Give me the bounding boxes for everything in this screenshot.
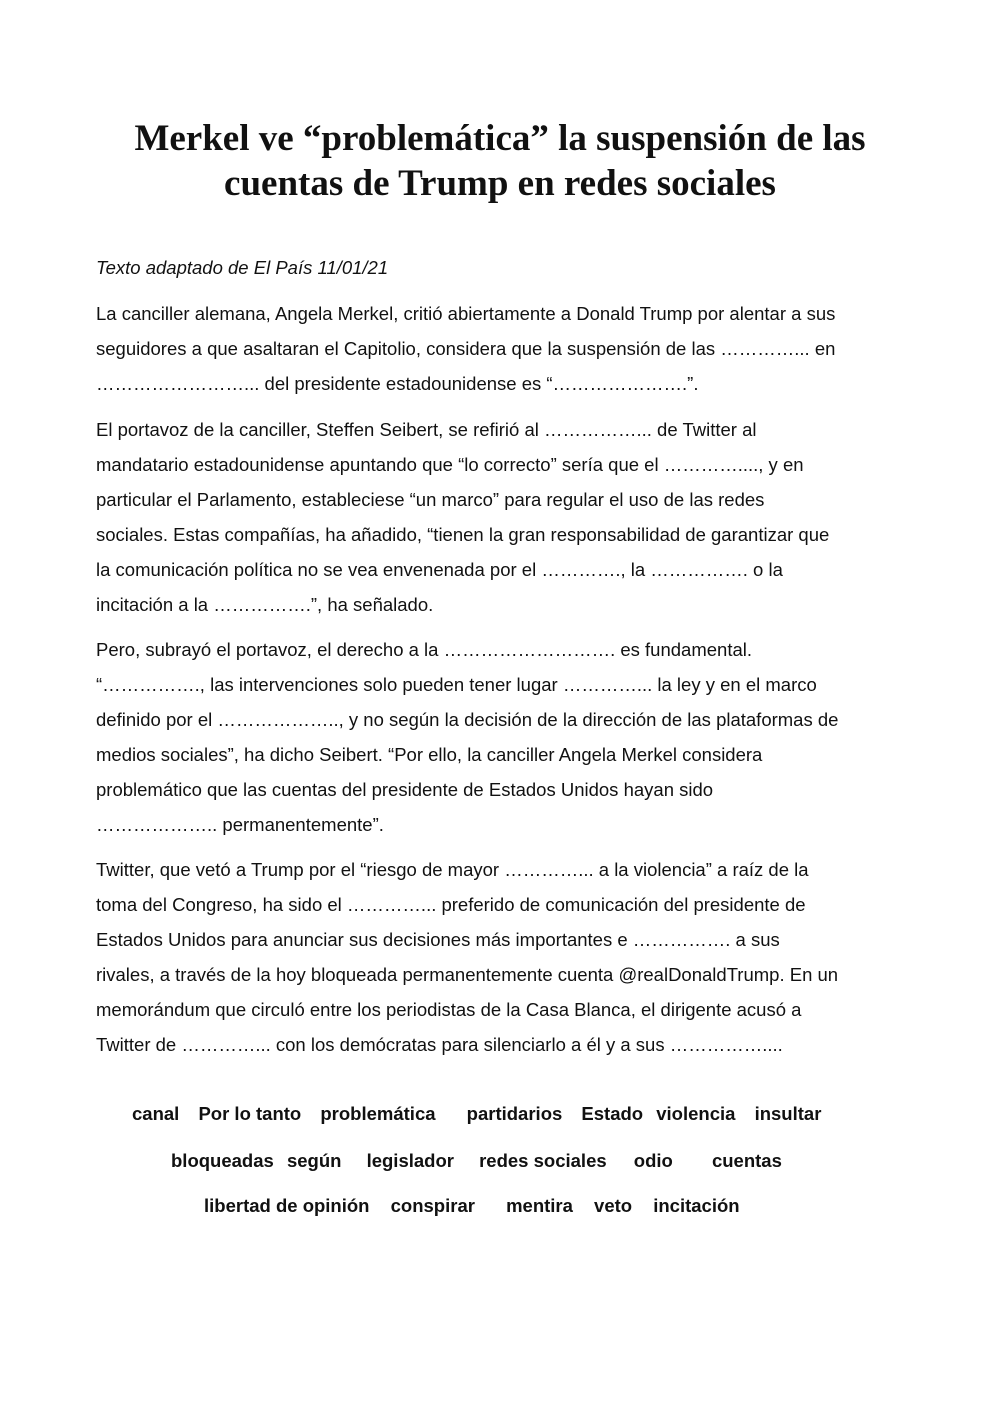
paragraph-line: incitación a la …………….”, ha señalado.: [96, 594, 434, 615]
title-line-1: Merkel ve “problemática” la suspensión de las: [134, 118, 866, 159]
word-bank-row-3: [204, 1195, 754, 1217]
word-bank-item: Por lo tanto: [198, 1103, 302, 1124]
paragraph-1: [96, 296, 835, 401]
word-bank-item: redes sociales: [479, 1150, 607, 1171]
word-bank-item: bloqueadas: [171, 1150, 274, 1171]
paragraph-line: toma del Congreso, ha sido el …………... preferido de comunicación del presidente de: [96, 894, 806, 915]
paragraph-line: Twitter de …………... con los demócratas para silenciarlo a él y a sus ……………....: [96, 1034, 783, 1055]
paragraph-line: rivales, a través de la hoy bloqueada permanentemente cuenta @realDonaldTrump. En un: [96, 964, 839, 985]
source-citation: Texto adaptado de El País 11/01/21: [96, 257, 389, 278]
word-bank-row-1: [132, 1103, 835, 1125]
paragraph-line: ……………….. permanentemente”.: [96, 814, 384, 835]
word-bank-item: violencia: [656, 1103, 736, 1124]
page-title: [60, 116, 940, 206]
paragraph-4: [96, 852, 838, 1062]
paragraph-2: [96, 412, 829, 622]
paragraph-line: seguidores a que asaltaran el Capitolio, considera que la suspensión de las …………... en: [96, 338, 836, 359]
paragraph-line: memorándum que circuló entre los periodistas de la Casa Blanca, el dirigente acusó a: [96, 999, 802, 1020]
word-bank-item: problemática: [320, 1103, 436, 1124]
paragraph-line: El portavoz de la canciller, Steffen Seibert, se refirió al ……………... de Twitter al: [96, 419, 757, 440]
word-bank-item: partidarios: [466, 1103, 563, 1124]
paragraph-line: La canciller alemana, Angela Merkel, critió abiertamente a Donald Trump por alentar a sus: [96, 303, 836, 324]
word-bank-item: odio: [633, 1150, 673, 1171]
paragraph-3: [96, 632, 838, 842]
paragraph-line: Twitter, que vetó a Trump por el “riesgo de mayor …………... a la violencia” a raíz de la: [96, 859, 809, 880]
word-bank-item: veto: [594, 1195, 633, 1216]
paragraph-line: ……………………... del presidente estadounidense es “………………….”.: [96, 373, 699, 394]
paragraph-line: problemático que las cuentas del presidente de Estados Unidos hayan sido: [96, 779, 714, 800]
word-bank-item: mentira: [506, 1195, 573, 1216]
paragraph-line: la comunicación política no se vea envenenada por el …………., la ……………. o la: [96, 559, 783, 580]
word-bank-item: según: [286, 1150, 342, 1171]
word-bank-item: legislador: [366, 1150, 454, 1171]
paragraph-line: Estados Unidos para anunciar sus decisiones más importantes e ……………. a sus: [96, 929, 780, 950]
word-bank-item: libertad de opinión: [204, 1195, 370, 1216]
word-bank-row-2: [171, 1150, 796, 1172]
paragraph-line: mandatario estadounidense apuntando que “lo correcto” sería que el …………...., y en: [96, 454, 804, 475]
word-bank-item: cuentas: [711, 1150, 782, 1171]
word-bank-item: conspirar: [390, 1195, 475, 1216]
title-line-2: cuentas de Trump en redes sociales: [224, 163, 776, 204]
word-bank-item: incitación: [653, 1195, 740, 1216]
word-bank-item: Estado: [581, 1103, 644, 1124]
word-bank-item: insultar: [754, 1103, 822, 1124]
paragraph-line: particular el Parlamento, estableciese “un marco” para regular el uso de las redes: [96, 489, 765, 510]
paragraph-line: sociales. Estas compañías, ha añadido, “tienen la gran responsabilidad de garantizar que: [96, 524, 830, 545]
paragraph-line: “……………., las intervenciones solo pueden tener lugar …………... la ley y en el marco: [96, 674, 817, 695]
paragraph-line: medios sociales”, ha dicho Seibert. “Por ello, la canciller Angela Merkel considera: [96, 744, 763, 765]
word-bank-item: canal: [132, 1103, 180, 1124]
paragraph-line: Pero, subrayó el portavoz, el derecho a la ………………………. es fundamental.: [96, 639, 753, 660]
paragraph-line: definido por el ……………….., y no según la decisión de la dirección de las plataformas de: [96, 709, 839, 730]
